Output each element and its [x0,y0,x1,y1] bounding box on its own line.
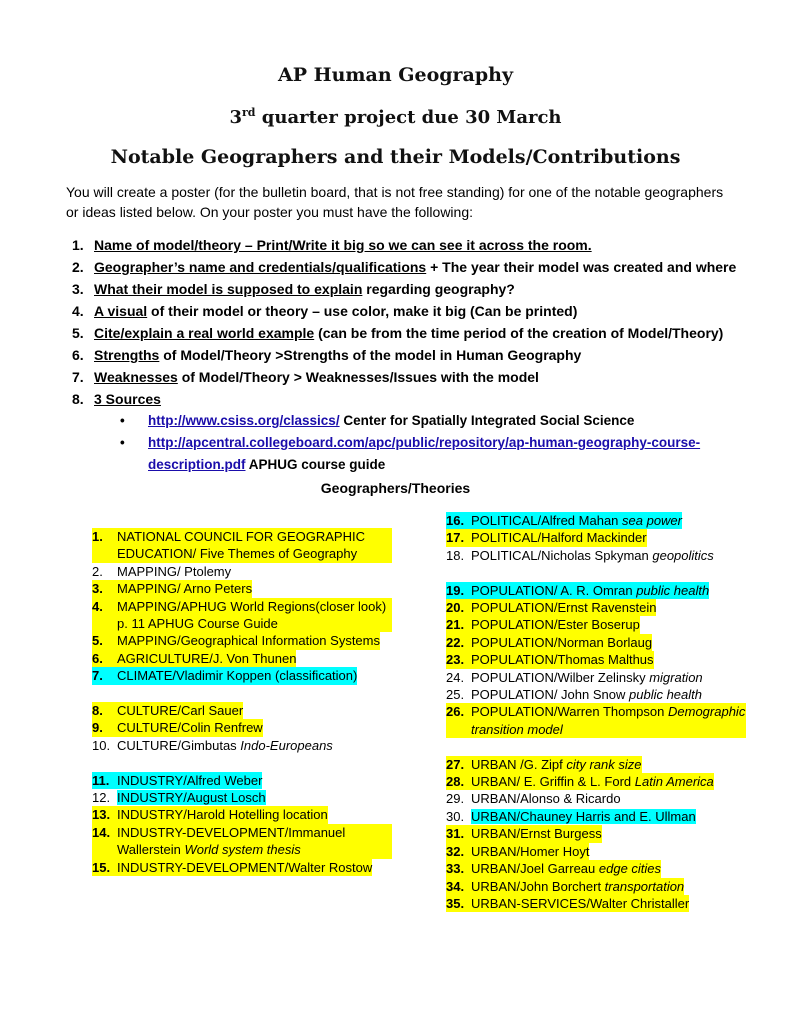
geographer-item: 6. AGRICULTURE/J. Von Thunen [92,650,297,666]
source-link-collegeboard[interactable]: http://apcentral.collegeboard.com/apc/public/repository/ap-human-geography-course-description.pdf [148,435,701,472]
geographer-item: 34. URBAN/John Borchert transportation [446,878,685,894]
geographers-heading: Geographers/Theories [320,480,471,496]
geographer-item: 26. POPULATION/Warren Thompson Demographic transition model [446,704,746,737]
geographer-item: 27. URBAN /G. Zipf city rank size [446,756,642,772]
bullet-icon: • [120,435,125,450]
geographer-item: 23. POPULATION/Thomas Malthus [446,652,654,668]
bullet-icon: • [120,413,125,428]
requirement-item: 6. Strengths of Model/Theory >Strengths of the model in Human Geography [72,347,582,363]
geographer-item: 25. POPULATION/ John Snow public health [446,687,702,703]
geographer-item: 9. CULTURE/Colin Renfrew [92,720,263,736]
geographer-item: 22. POPULATION/Norman Borlaug [446,634,653,650]
geographer-item: 12. INDUSTRY/August Losch [92,790,266,806]
geographer-item: 24. POPULATION/Wilber Zelinsky migration [446,669,703,685]
geographer-item: 30. URBAN/Chauney Harris and E. Ullman [446,808,696,824]
document-subtitle: Notable Geographers and their Models/Contributions [110,146,681,168]
source-item: • http://www.csiss.org/classics/ Center for Spatially Integrated Social Science [94,410,766,432]
geographers-list-left [92,528,392,876]
due-date-heading: 3rd quarter project due 30 March [229,106,562,128]
geographer-item: 18. POLITICAL/Nicholas Spkyman geopolitics [446,547,714,563]
geographer-item: 10. CULTURE/Gimbutas Indo-Europeans [92,737,333,753]
source-link-csiss[interactable]: http://www.csiss.org/classics/ [148,413,340,428]
geographer-item: 14. INDUSTRY-DEVELOPMENT/Immanuel Wallerstein World system thesis [92,824,392,859]
requirement-item: 3. What their model is supposed to explain regarding geography? [72,281,515,297]
geographer-item: 16. POLITICAL/Alfred Mahan sea power [446,513,682,528]
requirement-item: 4. A visual of their model or theory – use color, make it big (Can be printed) [72,303,578,319]
geographer-item: 5. MAPPING/Geographical Information Systems [92,633,380,649]
geographer-item: 7. CLIMATE/Vladimir Koppen (classification) [92,668,358,684]
geographer-item: 3. MAPPING/ Arno Peters [92,581,253,597]
geographer-item: 13. INDUSTRY/Harold Hotelling location [92,807,328,823]
geographer-item: 35. URBAN-SERVICES/Walter Christaller [446,895,690,911]
document-title: AP Human Geography [278,64,513,86]
geographer-item: 11. INDUSTRY/Alfred Weber [92,772,263,788]
geographer-item: 4. MAPPING/APHUG World Regions(closer look) p. 11 APHUG Course Guide [92,598,392,633]
requirements-list [66,234,766,476]
geographer-item: 17. POLITICAL/Halford Mackinder [446,530,647,546]
geographer-item: 33. URBAN/Joel Garreau edge cities [446,861,662,877]
sources-list [94,410,766,476]
geographer-item: 29. URBAN/Alonso & Ricardo [446,791,621,807]
geographer-item: 8. CULTURE/Carl Sauer [92,703,244,719]
geographer-item: 31. URBAN/Ernst Burgess [446,826,602,842]
geographer-item: 21. POPULATION/Ester Boserup [446,617,640,633]
geographer-item: 28. URBAN/ E. Griffin & L. Ford Latin America [446,774,714,790]
requirement-item: 2. Geographer’s name and credentials/qualifications + The year their model was created and where [72,259,737,275]
requirement-item: 5. Cite/explain a real world example (can be from the time period of the creation of Model/Theory) [72,325,724,341]
geographer-item: 1. NATIONAL COUNCIL FOR GEOGRAPHIC EDUCATION/ Five Themes of Geography [92,528,392,563]
source-item: • http://apcentral.collegeboard.com/apc/public/repository/ap-human-geography-course-description.pdf APHUG course guide [94,432,766,476]
requirement-item: 1. Name of model/theory – Print/Write it big so we can see it across the room. [72,237,592,253]
intro-paragraph: You will create a poster (for the bulletin board, that is not free standing) for one of the notable geographers or ideas listed below. On your poster you must have the following: [66,184,724,220]
geographer-item: 32. URBAN/Homer Hoyt [446,843,590,859]
geographer-item: 2. MAPPING/ Ptolemy [92,563,232,579]
geographers-list-right [446,512,746,912]
requirement-item: 7. Weaknesses of Model/Theory > Weaknesses/Issues with the model [72,369,539,385]
geographer-item: 20. POPULATION/Ernst Ravenstein [446,600,657,616]
requirement-item-sources: 8. 3 Sources • http://www.csiss.org/classics/ Center for Spatially Integrated Social Science • http://apcentral.collegeboard.com/apc/public/repository/ap-human-geography-course-description.pdf APHUG course guide [66,388,766,476]
geographer-item: 15. INDUSTRY-DEVELOPMENT/Walter Rostow [92,859,373,875]
geographer-item: 19. POPULATION/ A. R. Omran public health [446,582,710,598]
